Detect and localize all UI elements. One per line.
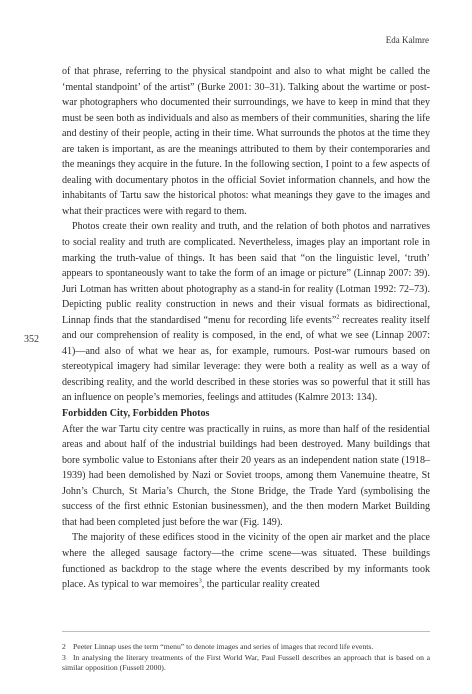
paragraph: of that phrase, referring to the physical standpoint and also to what might be called the ‘mental standpoint’ of the artist” (Burke 2001: 30–31). Talking about the wartime or post-war photographers who documented their surroundings, we have to keep in mind that they must be seen both as individuals and also as members of their communities, sharing the life and destiny of their people, acting in their time. What surrounds the photos at the time they are taken is important, as are the meanings attributed to them by their contemporaries and the meanings they acquire in the future. In the following section, I point to a few aspects of dealing with documentary photos in the official Soviet information channels, and how the inhabitants of Tartu saw the historical photos: what meanings they gave to the images and what their practices were with regard to them. xyxy=(62,66,430,217)
body-text xyxy=(62,64,430,593)
footnote-reference: 2 xyxy=(336,314,340,321)
footnote-text: Peeter Linnap uses the term “menu” to denote images and series of images that record life events. xyxy=(73,642,374,651)
section-heading: Forbidden City, Forbidden Photos xyxy=(62,408,210,420)
footnote-number: 2 xyxy=(62,642,66,651)
paragraph-text: The majority of these edifices stood in the vicinity of the open air market and the place where the alleged sausage factory—the crime scene—was situated. These buildings functioned as backdrop to the stage where the events described by my informants took place. As typical to war memoires xyxy=(62,532,430,591)
footnotes xyxy=(62,642,430,674)
footnote-number: 3 xyxy=(62,652,66,662)
footnote-divider xyxy=(62,631,430,632)
footnote xyxy=(62,642,430,653)
footnote-text: In analysing the literary treatments of the First World War, Paul Fussell describes an approach that is based on a similar opposition (Fussell 2000). xyxy=(62,652,430,673)
paragraph xyxy=(62,219,430,406)
paragraph-text: Photos create their own reality and truth, and the relation of both photos and narratives to social reality and truth are complicated. Nevertheless, images play an important role in marking the truth-value of things. It has been said that “on the linguistic level, ‘truth’ appears to spontaneously want to take the form of an image or picture” (Linnap 2007: 39). Juri Lotman has written about photography as a stand-in for reality (Lotman 1992: 72–73). Depicting public reality construction in news and their visual formats as bidirectional, Linnap finds that the standardised “menu for recording life events” xyxy=(62,221,430,326)
paragraph-text: , the particular reality created xyxy=(201,579,320,591)
paragraph xyxy=(62,530,430,592)
footnote xyxy=(62,653,430,674)
paragraph-text: recreates reality itself and our comprehension of reality is composed, in the end, of what we see (Linnap 2007: 41)—and also of what we hear as, for example, rumours. Post-war rumours based on stereotypical imagery had similar leverage: they were both a reality as well as a way of describing reality, and the world described in these stories was so powerful that it still has an influence on people’s memories, feelings and attitudes (Kalmre 2013: 134). xyxy=(62,314,430,404)
running-head: Eda Kalmre xyxy=(385,35,429,45)
page-number: 352 xyxy=(24,334,39,345)
footnote-reference: 3 xyxy=(198,578,202,585)
paragraph: After the war Tartu city centre was practically in ruins, as more than half of the residential areas and about half of the industrial buildings had been destroyed. Many buildings that bore symbolic value to Estonians after their 20 years as an independent nation state (1918–1939) had been demolished by Nazi or Soviet troops, among them Vanemuine theatre, St John’s Church, St Maria’s Church, the Stone Bridge, the Trade Yard (symbolising the success of the first ethnic Estonian businessmen), and the then modern Market Building that had been completed just before the war (Fig. 149). xyxy=(62,423,430,528)
